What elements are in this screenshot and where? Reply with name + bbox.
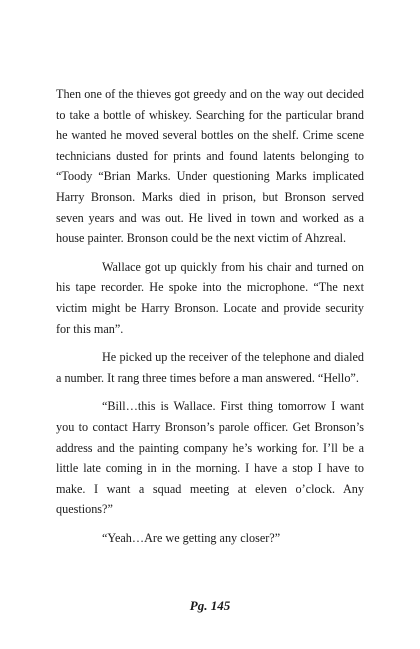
paragraph-3: He picked up the receiver of the telephone and dialed a number. It rang three times before a man answered. “Hello”. bbox=[56, 350, 364, 385]
paragraph-4: “Bill…this is Wallace. First thing tomorrow I want you to contact Harry Bronson’s parole officer. Get Bronson’s address and the painting company he’s working for. I’ll be a little late coming in in the morning. I have a stop I have to make. I want a squad meeting at eleven o’clock. Any questions?” bbox=[56, 399, 364, 517]
paragraph-5: “Yeah…Are we getting any closer?” bbox=[102, 530, 281, 545]
paragraph-2: Wallace got up quickly from his chair and turned on his tape recorder. He spoke into the microphone. “The next victim might be Harry Bronson. Locate and provide security for this man”. bbox=[56, 259, 364, 336]
body-text bbox=[56, 84, 364, 556]
paragraph-1: Then one of the thieves got greedy and on the way out decided to take a bottle of whiskey. Searching for the particular brand he wanted he moved several bottles on the shelf. Crime scene technicians dusted for prints and found latents belonging to “Toody “Brian Marks. Under questioning Marks implicated Harry Bronson. Marks died in prison, but Bronson served seven years and was out. He lived in town and worked as a house painter. Bronson could be the next victim of Ahzreal. bbox=[56, 87, 364, 246]
page-number: Pg. 145 bbox=[189, 598, 231, 613]
